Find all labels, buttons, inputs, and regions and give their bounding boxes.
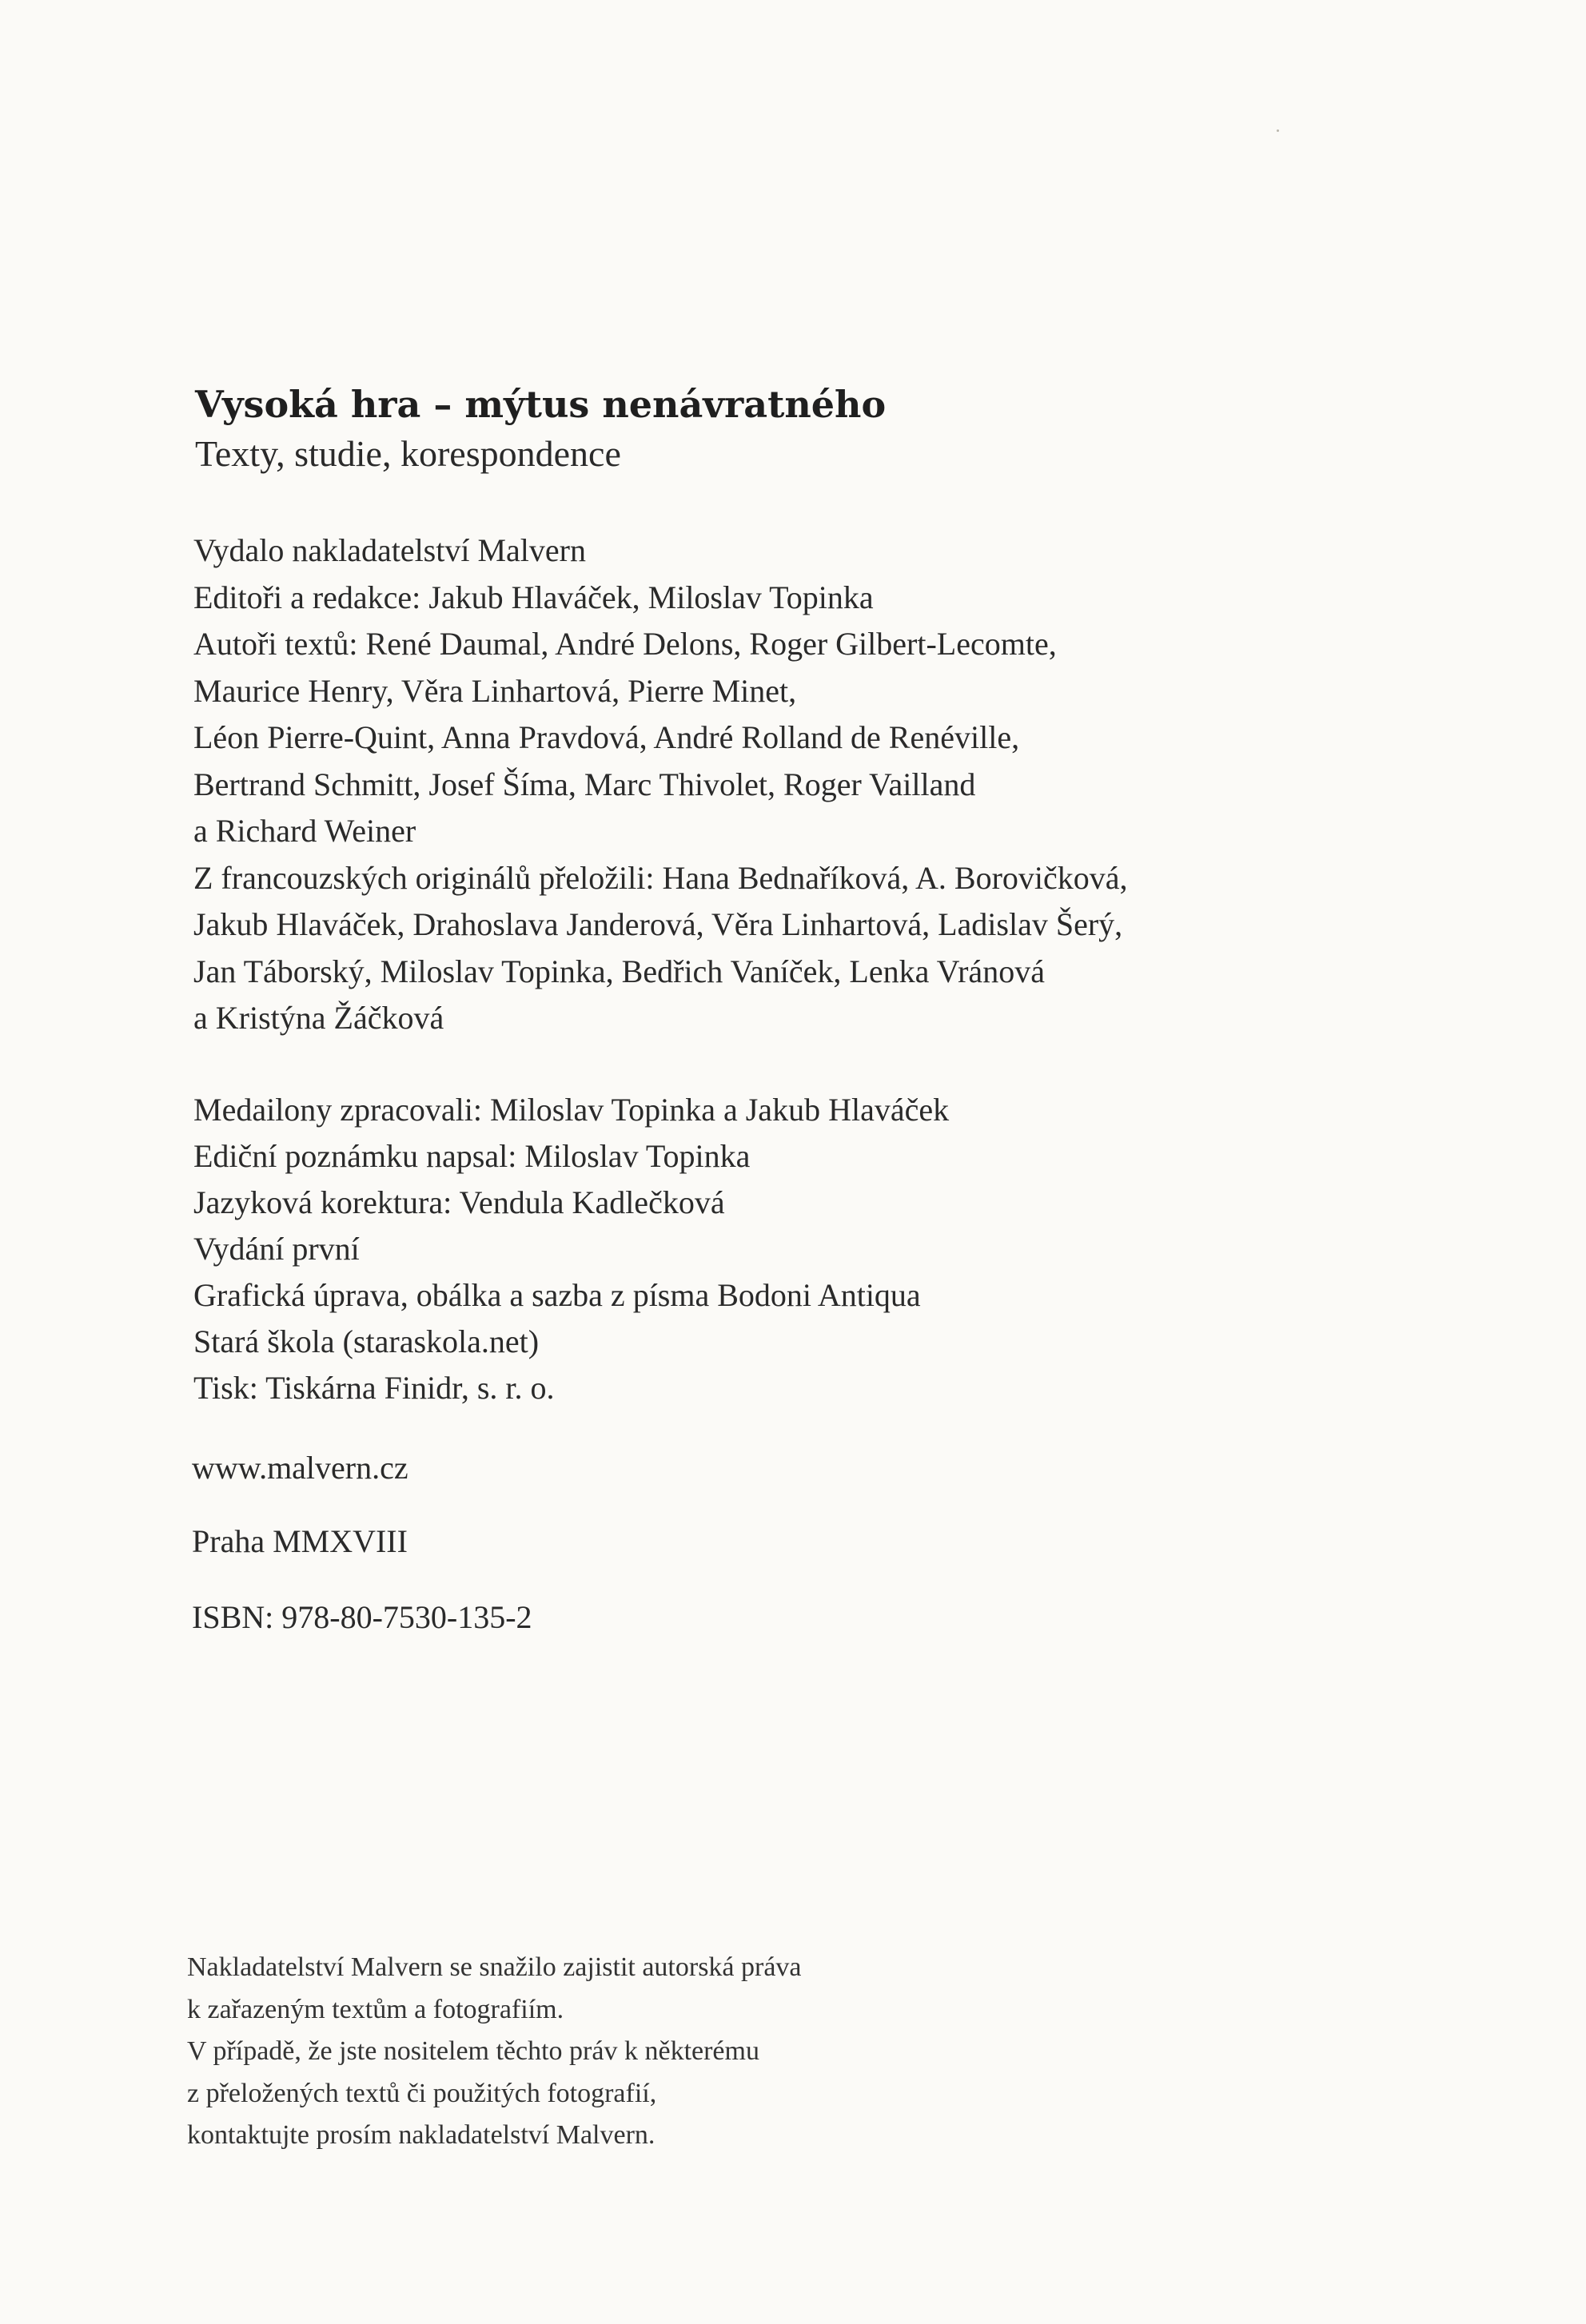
- isbn-number: ISBN: 978-80-7530-135-2: [192, 1599, 532, 1635]
- production-line: Stará škola (staraskola.net): [193, 1323, 540, 1359]
- place-and-year: Praha MMXVIII: [192, 1523, 408, 1559]
- production-block: [193, 1087, 949, 1411]
- notice-line: z přeložených textů či použitých fotografií,: [187, 2078, 657, 2108]
- production-line: Jazyková korektura: Vendula Kadlečková: [193, 1184, 725, 1220]
- book-subtitle: Texty, studie, korespondence: [195, 433, 621, 474]
- credits-line: Léon Pierre-Quint, Anna Pravdová, André Rolland de Renéville,: [193, 719, 1020, 755]
- credits-line: Jan Táborský, Miloslav Topinka, Bedřich Vaníček, Lenka Vránová: [193, 953, 1045, 989]
- production-line: Ediční poznámku napsal: Miloslav Topinka: [193, 1138, 751, 1174]
- credits-line: Editoři a redakce: Jakub Hlaváček, Miloslav Topinka: [193, 579, 874, 615]
- credits-line: Maurice Henry, Věra Linhartová, Pierre Minet,: [193, 672, 797, 709]
- credits-line: Bertrand Schmitt, Josef Šíma, Marc Thivolet, Roger Vailland: [193, 766, 976, 802]
- credits-line: a Richard Weiner: [193, 813, 416, 849]
- notice-line: kontaktujte prosím nakladatelství Malvern.: [187, 2120, 656, 2150]
- publisher-website: www.malvern.cz: [192, 1450, 408, 1486]
- notice-line: V případě, že jste nositelem těchto práv k některému: [187, 2036, 759, 2066]
- paper-speck: [1277, 129, 1279, 132]
- notice-line: Nakladatelství Malvern se snažilo zajistit autorská práva: [187, 1952, 802, 1982]
- production-line: Grafická úprava, obálka a sazba z písma Bodoni Antiqua: [193, 1277, 921, 1313]
- credits-line: Vydalo nakladatelství Malvern: [193, 532, 586, 568]
- credits-line: a Kristýna Žáčková: [193, 1000, 444, 1036]
- copyright-notice: [187, 1947, 802, 2157]
- credits-block: [193, 527, 1128, 1042]
- credits-line: Jakub Hlaváček, Drahoslava Janderová, Věra Linhartová, Ladislav Šerý,: [193, 906, 1123, 942]
- book-title: Vysoká hra – mýtus nenávratného: [195, 383, 887, 426]
- production-line: Vydání první: [193, 1231, 360, 1267]
- production-line: Medailony zpracovali: Miloslav Topinka a Jakub Hlaváček: [193, 1092, 950, 1128]
- notice-line: k zařazeným textům a fotografiím.: [187, 1994, 564, 2024]
- production-line: Tisk: Tiskárna Finidr, s. r. o.: [193, 1370, 555, 1406]
- credits-line: Autoři textů: René Daumal, André Delons, Roger Gilbert-Lecomte,: [193, 626, 1057, 662]
- credits-line: Z francouzských originálů přeložili: Hana Bednaříková, A. Borovičková,: [193, 859, 1128, 896]
